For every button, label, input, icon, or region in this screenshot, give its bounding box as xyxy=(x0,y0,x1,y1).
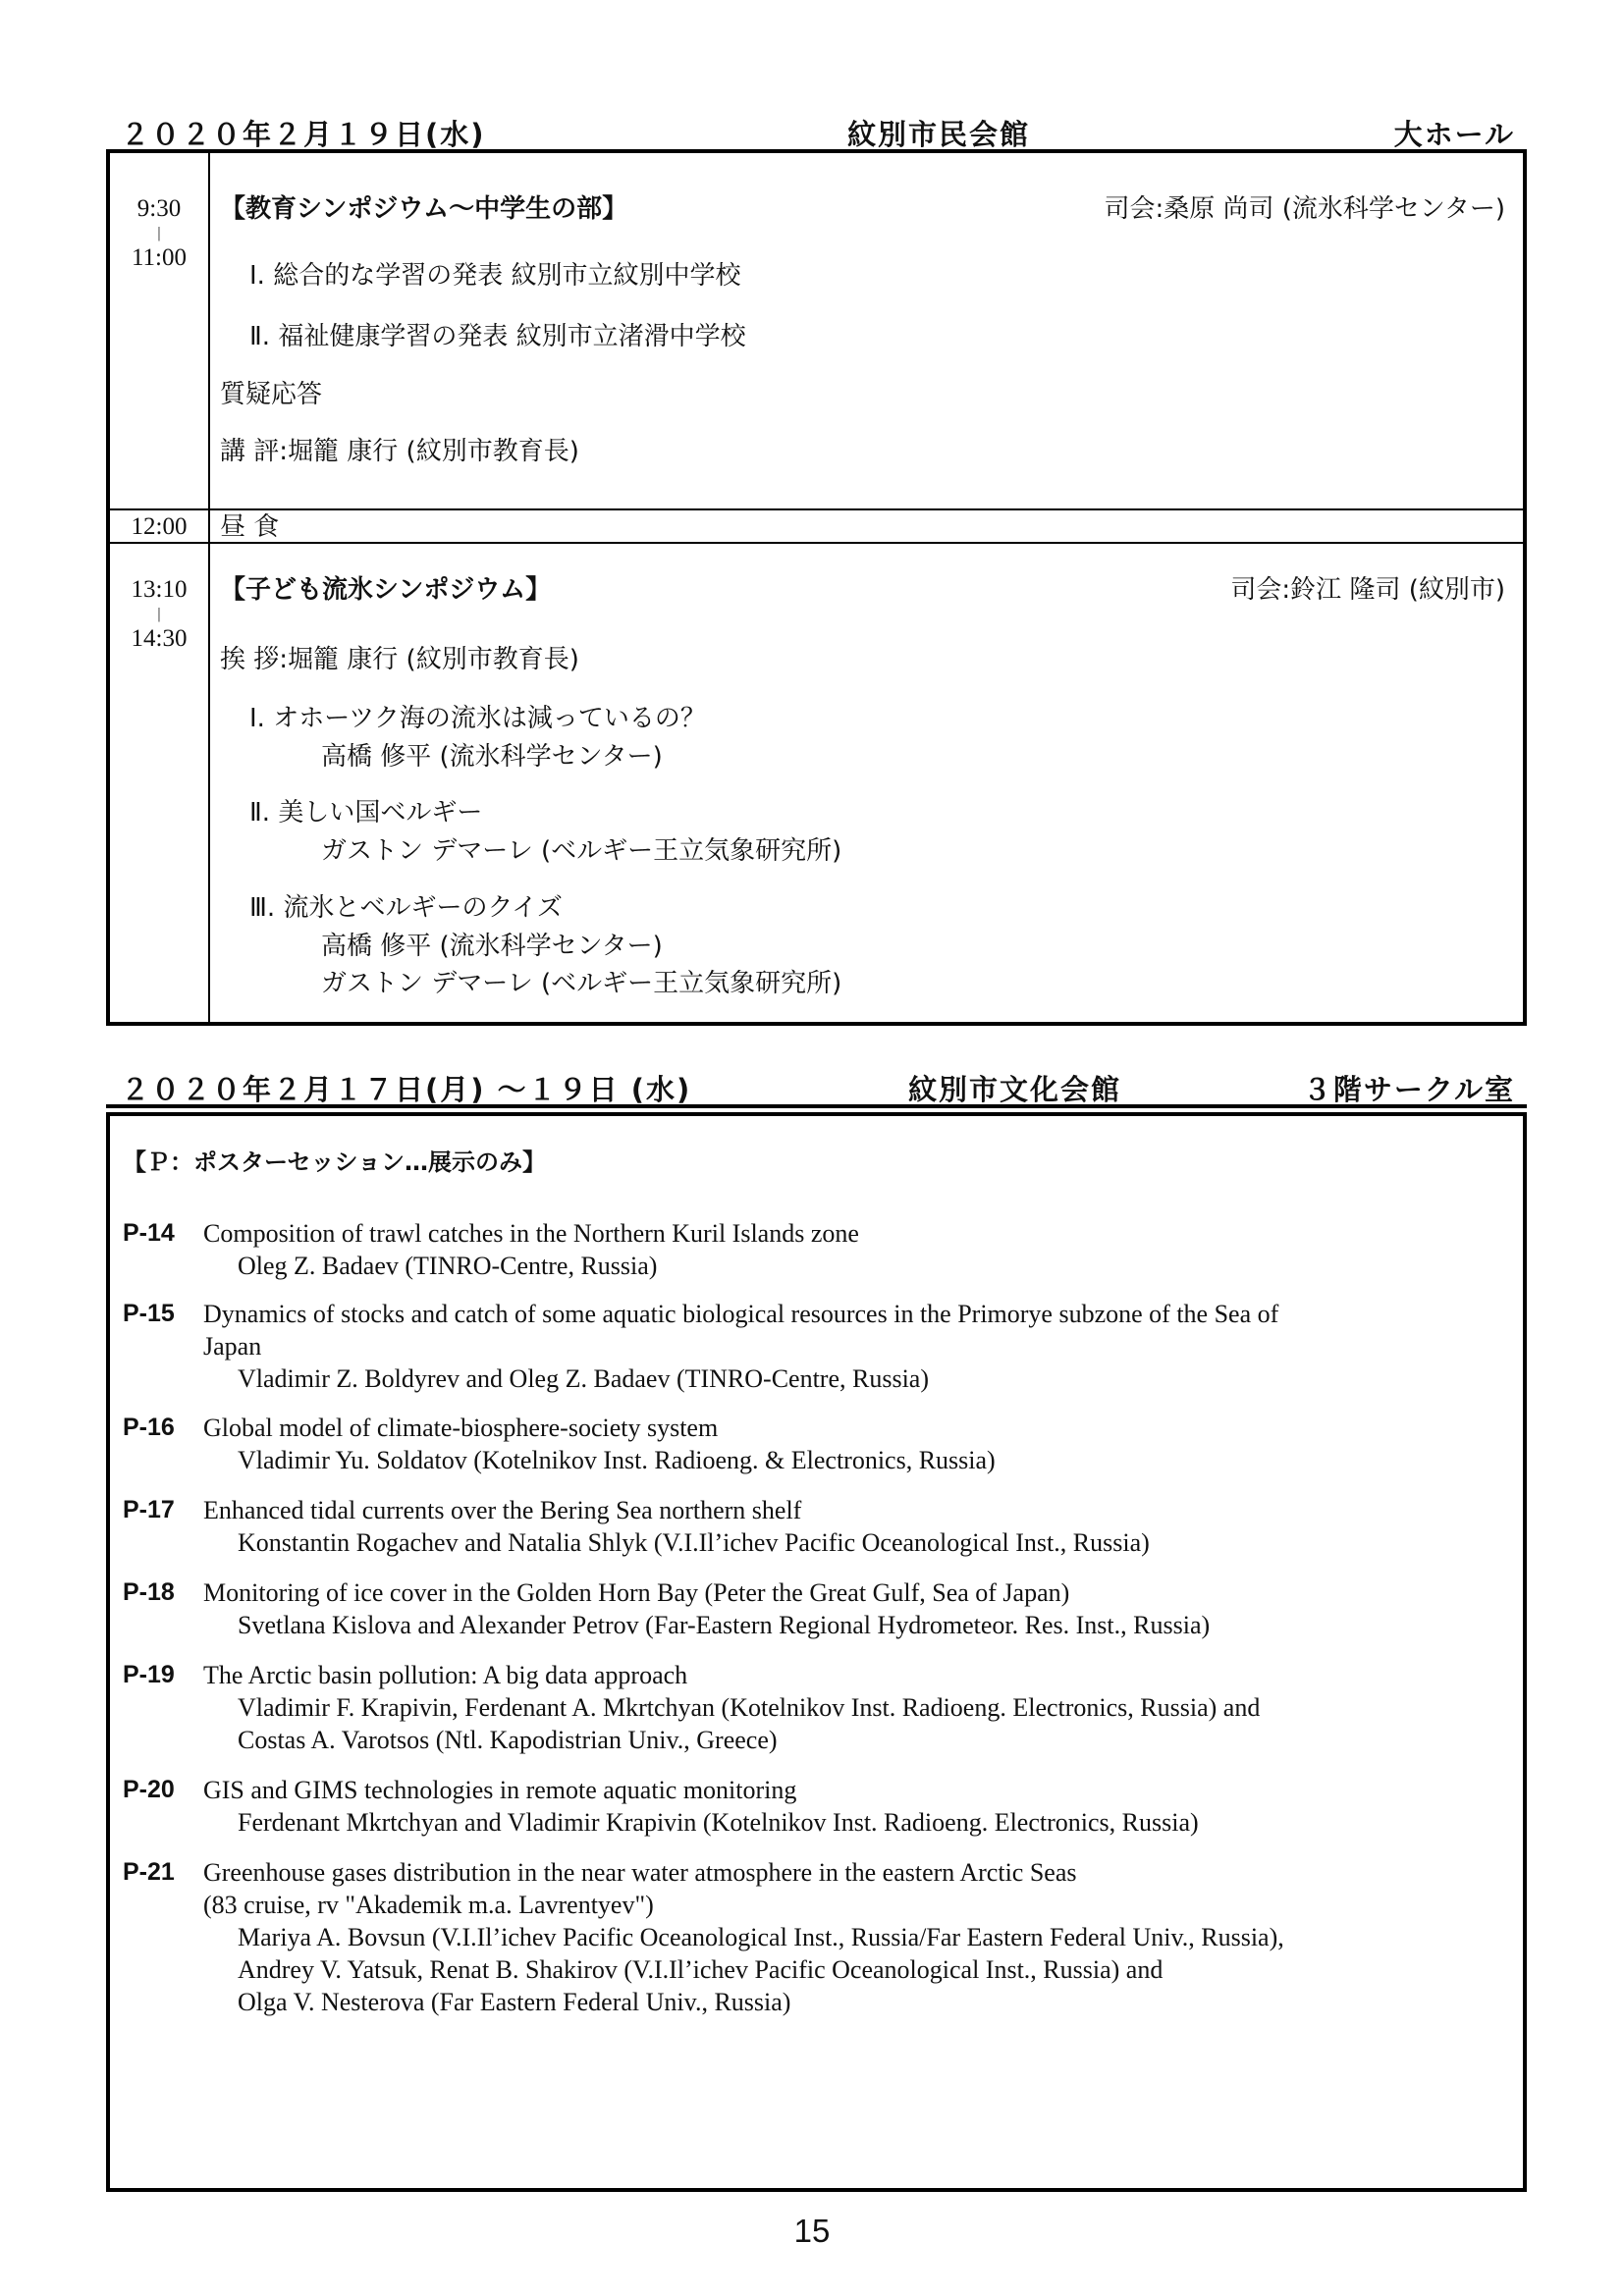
poster-authors: Konstantin Rogachev and Natalia Shlyk (V.I.Il’ichev Pacific Oceanological Inst., Russia) xyxy=(238,1528,1150,1557)
poster-authors: Vladimir F. Krapivin, Ferdenant A. Mkrtchyan (Kotelnikov Inst. Radioeng. Electronics, Russia) and xyxy=(238,1693,1261,1722)
block2-greeting: 挨 拶:堀籠 康行 (紋別市教育長) xyxy=(220,645,579,674)
block2-chair: 司会:鈴江 隆司 (紋別市) xyxy=(1230,575,1505,605)
section2-header-rule xyxy=(106,1104,1527,1108)
block1-title: 【教育シンポジウム～中学生の部】 xyxy=(220,194,628,224)
talk-3-speaker-2: ガストン デマーレ (ベルギー王立気象研究所) xyxy=(321,969,842,998)
block1-chair: 司会:桑原 尚司 (流氷科学センター) xyxy=(1104,194,1505,224)
poster-title: Enhanced tidal currents over the Bering Sea northern shelf xyxy=(203,1496,802,1524)
poster-title: Composition of trawl catches in the Northern Kuril Islands zone xyxy=(203,1219,859,1248)
block1-time-sep: | xyxy=(157,225,161,241)
talk-3-speaker-1: 高橋 修平 (流氷科学センター) xyxy=(321,932,663,961)
block1-time-start: 9:30 xyxy=(136,195,182,222)
poster-p20 xyxy=(123,1774,1512,1839)
poster-code: P-18 xyxy=(123,1578,175,1606)
poster-authors: Mariya A. Bovsun (V.I.Il’ichev Pacific Oceanological Inst., Russia/Far Eastern Federal Univ., Russia), xyxy=(238,1923,1284,1951)
poster-p19 xyxy=(123,1659,1512,1756)
section1-date: ２０２０年２月１９日(水) xyxy=(121,118,486,151)
block2-time xyxy=(110,573,208,656)
block1-qa: 質疑応答 xyxy=(220,380,323,409)
poster-p17 xyxy=(123,1494,1512,1559)
poster-title: Monitoring of ice cover in the Golden Horn Bay (Peter the Great Gulf, Sea of Japan) xyxy=(203,1578,1070,1607)
block1-item-2: Ⅱ. 福祉健康学習の発表 紋別市立渚滑中学校 xyxy=(249,322,746,351)
section2-venue: 紋別市文化会館 xyxy=(908,1073,1122,1106)
poster-p15 xyxy=(123,1298,1512,1395)
block2-time-sep: | xyxy=(157,606,161,622)
section2-room: ３階サークル室 xyxy=(1302,1073,1515,1106)
poster-p14 xyxy=(123,1217,1512,1282)
block2-time-end: 14:30 xyxy=(131,625,188,652)
poster-authors: Vladimir Yu. Soldatov (Kotelnikov Inst. Radioeng. & Electronics, Russia) xyxy=(238,1446,996,1474)
lunch-row-bottom-rule xyxy=(110,542,1523,544)
poster-authors-cont: Costas A. Varotsos (Ntl. Kapodistrian Univ., Greece) xyxy=(238,1726,778,1754)
block2-title: 【子ども流氷シンポジウム】 xyxy=(220,575,552,605)
section1-room: 大ホール xyxy=(1393,118,1515,151)
poster-title: Dynamics of stocks and catch of some aquatic biological resources in the Primorye subzone of the Sea of xyxy=(203,1300,1279,1328)
poster-code: P-15 xyxy=(123,1300,175,1327)
poster-code: P-14 xyxy=(123,1219,175,1247)
poster-p16 xyxy=(123,1412,1512,1476)
section1-header xyxy=(111,113,1515,152)
poster-code: P-17 xyxy=(123,1496,175,1523)
block1-review: 講 評:堀籠 康行 (紋別市教育長) xyxy=(220,437,579,466)
poster-authors: Svetlana Kislova and Alexander Petrov (Far-Eastern Regional Hydrometeor. Res. Inst., Russia) xyxy=(238,1611,1211,1639)
poster-authors-cont: Andrey V. Yatsuk, Renat B. Shakirov (V.I.Il’ichev Pacific Oceanological Inst., Russia) and xyxy=(238,1955,1164,1984)
poster-authors: Ferdenant Mkrtchyan and Vladimir Krapivin (Kotelnikov Inst. Radioeng. Electronics, Russia) xyxy=(238,1808,1199,1837)
time-column-divider xyxy=(208,153,210,1022)
section1-venue: 紋別市民会館 xyxy=(847,118,1031,151)
poster-title: Greenhouse gases distribution in the near water atmosphere in the eastern Arctic Seas xyxy=(203,1858,1077,1887)
block1-time-end: 11:00 xyxy=(131,244,188,271)
talk-2-title: Ⅱ. 美しい国ベルギー xyxy=(249,798,483,828)
poster-authors-cont: Olga V. Nesterova (Far Eastern Federal Univ., Russia) xyxy=(238,1988,791,2016)
talk-2-speaker: ガストン デマーレ (ベルギー王立気象研究所) xyxy=(321,836,842,866)
poster-code: P-16 xyxy=(123,1414,175,1441)
poster-title: The Arctic basin pollution: A big data approach xyxy=(203,1661,688,1689)
talk-3-title: Ⅲ. 流氷とベルギーのクイズ xyxy=(249,893,563,923)
poster-session-title: 【Ｐ：ポスターセッション…展示のみ】 xyxy=(123,1148,547,1176)
poster-code: P-21 xyxy=(123,1858,175,1886)
poster-title-cont: (83 cruise, rv "Akademik m.a. Lavrentyev") xyxy=(203,1891,654,1919)
poster-title: Global model of climate-biosphere-society system xyxy=(203,1414,719,1442)
poster-title: GIS and GIMS technologies in remote aquatic monitoring xyxy=(203,1776,797,1804)
lunch-time: 12:00 xyxy=(131,513,188,540)
poster-authors: Vladimir Z. Boldyrev and Oleg Z. Badaev (TINRO-Centre, Russia) xyxy=(238,1364,929,1393)
poster-authors: Oleg Z. Badaev (TINRO-Centre, Russia) xyxy=(238,1252,658,1280)
poster-title-cont: Japan xyxy=(203,1332,262,1361)
block1-time xyxy=(110,192,208,275)
lunch-label: 昼 食 xyxy=(220,512,280,542)
section2-header xyxy=(111,1068,1515,1107)
poster-code: P-19 xyxy=(123,1661,175,1688)
talk-1-speaker: 高橋 修平 (流氷科学センター) xyxy=(321,742,663,772)
poster-code: P-20 xyxy=(123,1776,175,1803)
poster-p18 xyxy=(123,1576,1512,1641)
lunch-row-top-rule xyxy=(110,508,1523,510)
poster-box xyxy=(106,1112,1527,2192)
section2-date: ２０２０年２月１７日(月) ～１９日 (水) xyxy=(121,1073,692,1106)
block2-time-start: 13:10 xyxy=(131,576,188,603)
talk-1-title: Ⅰ. オホーツク海の流氷は減っているの？ xyxy=(249,704,706,733)
schedule-box xyxy=(106,149,1527,1026)
block1-item-1: Ⅰ. 総合的な学習の発表 紋別市立紋別中学校 xyxy=(249,261,741,291)
page-number: 15 xyxy=(793,2213,831,2249)
poster-p21 xyxy=(123,1856,1512,2018)
